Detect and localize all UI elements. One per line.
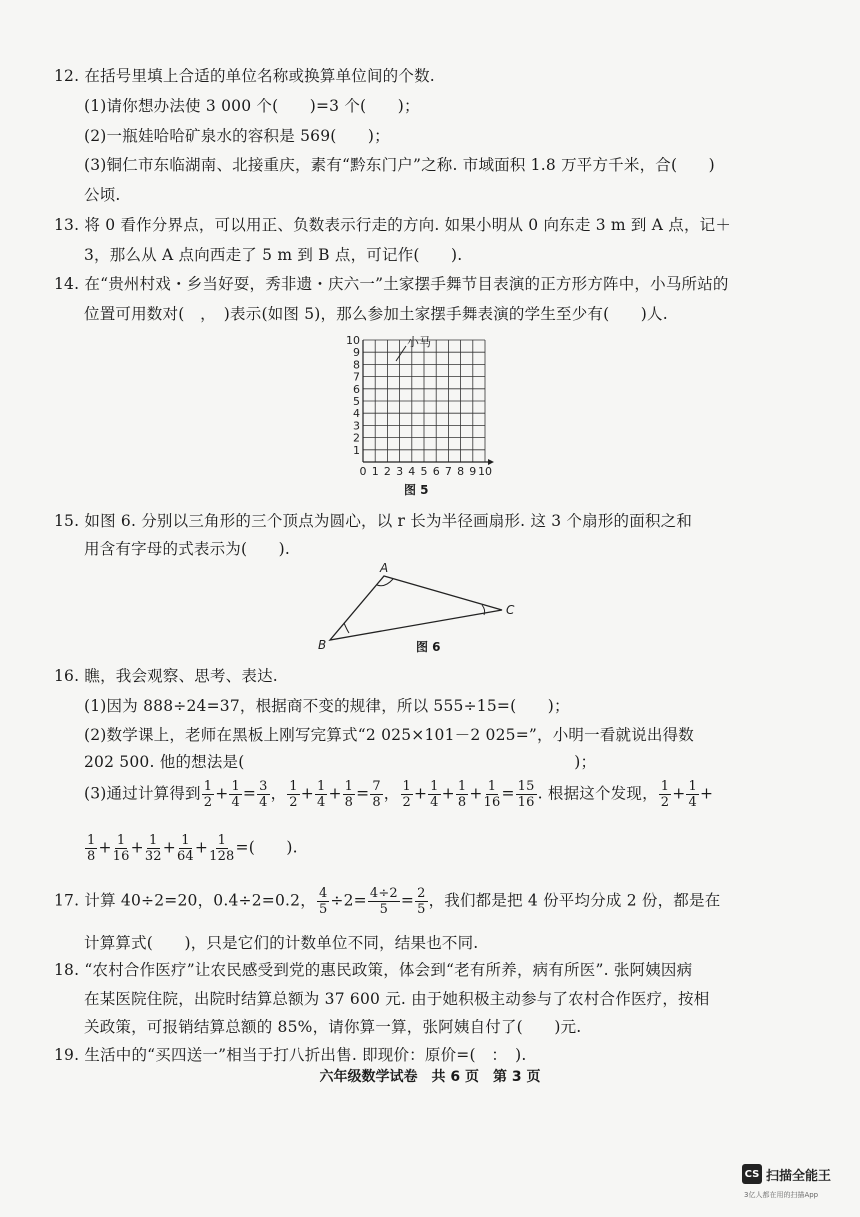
fraction-1-2: $\frac{1}{2}$ (203, 779, 213, 810)
fraction-1-2: $\frac{1}{2}$ (289, 779, 298, 810)
y-tick-label: 9 (353, 346, 360, 360)
y-tick-label: 3 (353, 419, 360, 433)
figure-6-caption: 图 6 (416, 640, 441, 654)
x-tick-label: 8 (457, 465, 465, 478)
x-tick-label: 4 (408, 465, 416, 478)
q16-title: 16. 瞧，我会观察、思考、表达. (54, 667, 278, 685)
y-tick-label: 8 (353, 358, 360, 372)
camscanner-logo-icon: CS (742, 1164, 762, 1184)
q17-line2: 计算算式( )，只是它们的计数单位不同，结果也不同. (84, 934, 479, 952)
x-tick-label: 1 (371, 465, 379, 478)
q14-line1: 14. 在“贵州村戏・乡当好耍，秀非遗・庆六一”土家摆手舞节目表演的正方形方阵中，小马所站的 (54, 275, 729, 293)
x-tick-label: 0 (359, 465, 367, 478)
x-tick-label: 3 (396, 465, 404, 478)
fraction-1-2: $\frac{1}{2}$ (402, 779, 411, 810)
figure-5-grid (340, 336, 500, 484)
fraction-1-8: $\frac{1}{8}$ (457, 779, 467, 810)
y-tick-label: 2 (353, 431, 360, 445)
fraction-1-128: $\frac{1}{128}$ (209, 833, 235, 864)
q12-part2: (2)一瓶娃哈哈矿泉水的容积是 569( )； (84, 127, 390, 145)
q13-line1: 13. 将 0 看作分界点，可以用正、负数表示行走的方向. 如果小明从 0 向东走 3 m 到 A 点，记＋ (54, 216, 732, 234)
grid-axes (363, 340, 494, 465)
q12-part3-cont: 公顷. (84, 186, 121, 204)
y-tick-label: 7 (353, 370, 360, 384)
x-tick-label: 5 (420, 465, 428, 478)
q16-part2: (2)数学课上，老师在黑板上刚写完算式“2 025×101－2 025=”，小明一看就说出得数 (84, 726, 695, 744)
fraction-1-16: $\frac{1}{16}$ (112, 833, 130, 864)
fraction-1-8: $\frac{1}{8}$ (344, 779, 354, 810)
x-tick-label: 7 (444, 465, 452, 478)
q12-title: 12. 在括号里填上合适的单位名称或换算单位间的个数. (54, 67, 435, 85)
q16-part3-cont: $\frac{1}{8}$ + $\frac{1}{16}$ + $\frac{1}{32}$ + $\frac{1}{64}$ + $\frac{1}{128}$ =( ). (87, 833, 298, 864)
scanner-watermark (742, 1164, 831, 1184)
q13-line2: 3，那么从 A 点向西走了 5 m 到 B 点，可记作( ). (84, 246, 463, 264)
xiaoma-label: 小马 (407, 336, 432, 349)
fraction-4-5: $\frac{4}{5}$ (318, 886, 328, 917)
y-tick-label: 4 (353, 407, 360, 421)
q19-line1: 19. 生活中的“买四送一”相当于打八折出售. 即现价：原价=( ： ). (54, 1046, 527, 1064)
arc-at-b (344, 623, 349, 633)
fraction-1-16: $\frac{1}{16}$ (483, 779, 501, 810)
vertex-label-b: B (318, 638, 327, 652)
x-tick-label: 2 (383, 465, 391, 478)
q16-part2-cont: 202 500. 他的想法是( )； (84, 753, 597, 771)
x-tick-label: 9 (469, 465, 477, 478)
x-axis-labels (360, 465, 493, 478)
fraction-3-4: $\frac{3}{4}$ (259, 779, 268, 810)
q17-prefix: 17. 计算 40÷2=20，0.4÷2=0.2， (54, 891, 316, 910)
fraction-1-4: $\frac{1}{4}$ (231, 779, 240, 810)
q12-part1: (1)请你想办法使 3 000 个( )=3 个( )； (84, 97, 420, 115)
fraction-7-8: $\frac{7}{8}$ (372, 779, 381, 810)
fraction-1-8: $\frac{1}{8}$ (87, 833, 96, 864)
fraction-2-5: $\frac{2}{5}$ (417, 886, 426, 917)
x-tick-label: 10 (478, 465, 492, 478)
q15-line2: 用含有字母的式表示为( ). (84, 540, 291, 558)
fraction-1-64: $\frac{1}{64}$ (176, 833, 194, 864)
q16-part3-end: =( ). (235, 838, 298, 857)
q15-line1: 15. 如图 6. 分别以三角形的三个顶点为圆心，以 r 长为半径画扇形. 这 3 个扇形的面积之和 (54, 512, 693, 530)
y-tick-label: 10 (346, 336, 360, 347)
fraction-1-4: $\frac{1}{4}$ (316, 779, 326, 810)
x-tick-label: 6 (432, 465, 440, 478)
q16-part1: (1)因为 888÷24=37，根据商不变的规律，所以 555÷15=( )； (84, 697, 570, 715)
y-tick-label: 1 (353, 443, 360, 457)
camscanner-tagline: 3亿人都在用的扫描App (744, 1191, 819, 1199)
y-axis-labels (346, 336, 360, 457)
q17-line1: 17. 计算 40÷2=20，0.4÷2=0.2， $\frac{4}{5}$ ÷2= $\frac{4\div 2}{5}$ = $\frac{2}{5}$ ，我们都是把 4 份平均分成 2 份，都是在 (54, 886, 721, 917)
fraction-1-32: $\frac{1}{32}$ (144, 833, 162, 864)
q12-part3: (3)铜仁市东临湖南、北接重庆，素有“黔东门户”之称. 市域面积 1.8 万平方千米，合( ) (84, 156, 715, 174)
q18-line1: 18. “农村合作医疗”让农民感受到党的惠民政策，体会到“老有所养，病有所医”. 张阿姨因病 (54, 961, 693, 979)
fraction-15-16: $\frac{15}{16}$ (517, 779, 535, 810)
q17-suffix: ，我们都是把 4 份平均分成 2 份，都是在 (428, 891, 721, 910)
q14-line2: 位置可用数对( ， )表示(如图 5)，那么参加土家摆手舞表演的学生至少有( )人. (84, 305, 668, 323)
q18-line3: 关政策，可报销结算总额的 85%，请你算一算，张阿姨自付了( )元. (84, 1018, 582, 1036)
camscanner-name: 扫描全能王 (766, 1168, 832, 1184)
fraction-1-4: $\frac{1}{4}$ (430, 779, 439, 810)
triangle-abc (330, 576, 502, 640)
y-tick-label: 5 (353, 395, 360, 408)
y-tick-label: 6 (353, 382, 360, 396)
q16-part3: (3)通过计算得到 $\frac{1}{2}$ + $\frac{1}{4}$ = $\frac{3}{4}$ ， $\frac{1}{2}$ + $\frac{1}{4}$ + $\frac{1}{8}$ = $\frac{7}{8}$ ， $\frac{1}{2}$ + $\frac{1}{4}$ + $\frac{1}{8}$ + $\frac{1}{16}$ = $\frac{15}{16}$ . 根据这个发现， $\frac{1}{2}$ + $\frac{1}{4}$ + (84, 779, 714, 810)
q16-part3-prefix: (3)通过计算得到 (84, 784, 201, 803)
page-footer: 六年级数学试卷 共 6 页 第 3 页 (319, 1069, 541, 1085)
fraction-1-4: $\frac{1}{4}$ (688, 779, 697, 810)
xiaoma-pointer-line (396, 346, 406, 361)
vertex-label-c: C (506, 603, 515, 617)
q16-part3-mid: 根据这个发现， (547, 784, 658, 803)
vertex-label-a: A (380, 561, 389, 575)
grid-lines (363, 340, 485, 462)
q18-line2: 在某医院住院，出院时结算总额为 37 600 元. 由于她积极主动参与了农村合作医疗，按相 (84, 990, 710, 1008)
fraction-4div2-over-5: $\frac{4\div 2}{5}$ (369, 886, 398, 917)
fraction-1-2: $\frac{1}{2}$ (660, 779, 670, 810)
figure-5-caption: 图 5 (404, 483, 429, 497)
